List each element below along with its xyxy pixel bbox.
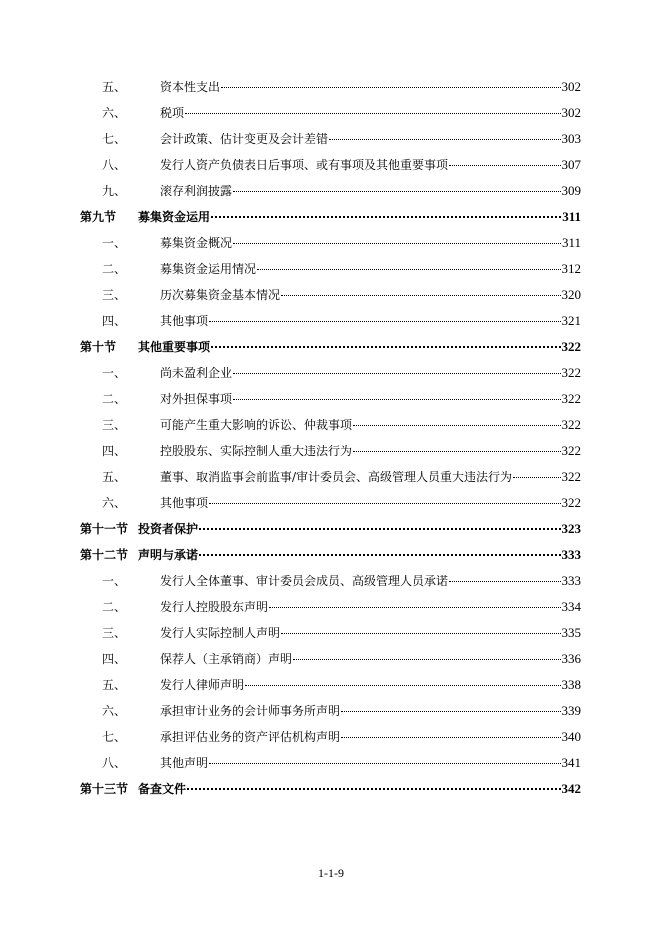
- toc-entry-title: 投资者保护: [138, 522, 199, 536]
- toc-entry-number: 一、: [102, 366, 127, 380]
- toc-item-row[interactable]: [80, 74, 581, 100]
- toc-section-row[interactable]: [80, 204, 581, 230]
- toc-dot-leader: [209, 503, 560, 504]
- toc-entry-title: 资本性支出: [160, 80, 221, 94]
- toc-item-row[interactable]: [80, 724, 581, 750]
- toc-entry-number: 六、: [102, 496, 127, 510]
- toc-item-row[interactable]: [80, 360, 581, 386]
- toc-entry-page: 302: [561, 79, 581, 94]
- toc-entry-number: 八、: [102, 158, 127, 172]
- toc-entry-title: 发行人资产负债表日后事项、或有事项及其他重要事项: [160, 158, 449, 172]
- toc-entry-page: 342: [561, 781, 581, 796]
- toc-dot-leader: [233, 399, 560, 400]
- toc-entry-number: 三、: [102, 288, 127, 302]
- toc-item-row[interactable]: [80, 698, 581, 724]
- toc-dot-leader: [281, 295, 560, 296]
- toc-entry-number: 六、: [102, 106, 127, 120]
- toc-entry-page: 336: [561, 651, 581, 666]
- toc-entry-title: 保荐人（主承销商）声明: [160, 652, 293, 666]
- toc-entry-number: 第九节: [80, 210, 117, 224]
- toc-item-row[interactable]: [80, 646, 581, 672]
- toc-section-row[interactable]: [80, 334, 581, 360]
- toc-entry-page: 322: [561, 391, 581, 406]
- toc-dot-leader: [233, 243, 561, 244]
- toc-entry-title: 其他声明: [160, 756, 209, 770]
- toc-dot-leader: [233, 373, 560, 374]
- toc-entry-page: 322: [561, 365, 581, 380]
- toc-entry-number: 四、: [102, 314, 127, 328]
- toc-item-row[interactable]: [80, 464, 581, 490]
- toc-entry-number: 第十一节: [80, 522, 129, 536]
- toc-entry-page: 322: [561, 495, 581, 510]
- toc-entry-title: 滚存利润披露: [160, 184, 233, 198]
- toc-dot-leader: [199, 554, 560, 556]
- toc-entry-page: 340: [561, 729, 581, 744]
- page-footer-number: 1-1-9: [318, 866, 344, 880]
- toc-item-row[interactable]: [80, 750, 581, 776]
- toc-entry-title: 募集资金概况: [160, 236, 233, 250]
- toc-entry-page: 302: [561, 105, 581, 120]
- toc-dot-leader: [233, 191, 560, 192]
- toc-entry-title: 尚未盈利企业: [160, 366, 233, 380]
- toc-dot-leader: [269, 607, 560, 608]
- toc-dot-leader: [209, 763, 560, 764]
- toc-entry-number: 一、: [102, 236, 127, 250]
- toc-entry-page: 322: [561, 469, 581, 484]
- toc-entry-number: 五、: [102, 678, 127, 692]
- toc-entry-title: 募集资金运用情况: [160, 262, 257, 276]
- toc-entry-title: 发行人律师声明: [160, 678, 245, 692]
- toc-entry-page: 334: [561, 599, 581, 614]
- toc-entry-title: 发行人全体董事、审计委员会成员、高级管理人员承诺: [160, 574, 449, 588]
- toc-entry-title: 承担评估业务的资产评估机构声明: [160, 730, 341, 744]
- toc-item-row[interactable]: [80, 620, 581, 646]
- toc-entry-title: 税项: [160, 106, 185, 120]
- toc-entry-page: 333: [561, 547, 581, 562]
- toc-section-row[interactable]: [80, 516, 581, 542]
- toc-dot-leader: [513, 477, 560, 478]
- toc-dot-leader: [329, 139, 560, 140]
- toc-entry-page: 320: [561, 287, 581, 302]
- toc-item-row[interactable]: [80, 230, 581, 256]
- toc-entry-number: 四、: [102, 444, 127, 458]
- toc-dot-leader: [185, 113, 560, 114]
- toc-entry-title: 可能产生重大影响的诉讼、仲裁事项: [160, 418, 353, 432]
- toc-entry-page: 312: [561, 261, 581, 276]
- toc-entry-title: 控股股东、实际控制人重大违法行为: [160, 444, 353, 458]
- toc-dot-leader: [449, 165, 560, 166]
- toc-entry-number: 五、: [102, 80, 127, 94]
- toc-entry-title: 对外担保事项: [160, 392, 233, 406]
- toc-dot-leader: [449, 581, 560, 582]
- toc-item-row[interactable]: [80, 568, 581, 594]
- toc-item-row[interactable]: [80, 386, 581, 412]
- toc-entry-title: 会计政策、估计变更及会计差错: [160, 132, 329, 146]
- toc-item-row[interactable]: [80, 152, 581, 178]
- toc-entry-number: 二、: [102, 392, 127, 406]
- toc-dot-leader: [293, 659, 560, 660]
- toc-entry-page: 311: [562, 209, 581, 224]
- toc-dot-leader: [245, 685, 560, 686]
- toc-dot-leader: [199, 528, 560, 530]
- toc-entry-page: 323: [561, 521, 581, 536]
- toc-entry-page: 307: [561, 157, 581, 172]
- toc-entry-number: 七、: [102, 132, 127, 146]
- toc-entry-page: 303: [561, 131, 581, 146]
- toc-entry-title: 董事、取消监事会前监事/审计委员会、高级管理人员重大违法行为: [160, 470, 513, 484]
- toc-dot-leader: [211, 216, 561, 218]
- toc-entry-page: 322: [561, 417, 581, 432]
- toc-entry-page: 322: [561, 443, 581, 458]
- toc-entry-number: 一、: [102, 574, 127, 588]
- toc-dot-leader: [257, 269, 560, 270]
- toc-entry-number: 第十二节: [80, 548, 129, 562]
- toc-entry-page: 338: [561, 677, 581, 692]
- toc-entry-number: 三、: [102, 418, 127, 432]
- toc-entry-number: 四、: [102, 652, 127, 666]
- toc-entry-page: 341: [561, 755, 581, 770]
- toc-item-row[interactable]: [80, 490, 581, 516]
- toc-entry-title: 募集资金运用: [138, 210, 211, 224]
- toc-dot-leader: [353, 425, 560, 426]
- toc-entry-page: 309: [561, 183, 581, 198]
- toc-item-row[interactable]: [80, 672, 581, 698]
- toc-entry-number: 九、: [102, 184, 127, 198]
- toc-item-row[interactable]: [80, 308, 581, 334]
- toc-entry-number: 二、: [102, 262, 127, 276]
- toc-item-row[interactable]: [80, 256, 581, 282]
- toc-entry-number: 三、: [102, 626, 127, 640]
- toc-dot-leader: [341, 737, 560, 738]
- toc-item-row[interactable]: [80, 126, 581, 152]
- toc-dot-leader: [211, 346, 560, 348]
- toc-entry-title: 其他事项: [160, 496, 209, 510]
- toc-item-row[interactable]: [80, 438, 581, 464]
- toc-item-row[interactable]: [80, 178, 581, 204]
- toc-entry-page: 322: [561, 339, 581, 354]
- toc-entry-page: 335: [561, 625, 581, 640]
- toc-entry-number: 七、: [102, 730, 127, 744]
- toc-entry-page: 333: [561, 573, 581, 588]
- toc-entry-title: 其他事项: [160, 314, 209, 328]
- toc-item-row[interactable]: [80, 282, 581, 308]
- toc-item-row[interactable]: [80, 100, 581, 126]
- toc-dot-leader: [353, 451, 560, 452]
- toc-entry-page: 311: [561, 235, 581, 250]
- toc-entry-title: 声明与承诺: [138, 548, 199, 562]
- toc-entry-title: 承担审计业务的会计师事务所声明: [160, 704, 341, 718]
- toc-section-row[interactable]: [80, 776, 581, 802]
- toc-dot-leader: [209, 321, 560, 322]
- toc-item-row[interactable]: [80, 412, 581, 438]
- toc-entry-number: 二、: [102, 600, 127, 614]
- toc-dot-leader: [281, 633, 560, 634]
- toc-entry-title: 备查文件: [138, 782, 187, 796]
- toc-entry-page: 339: [561, 703, 581, 718]
- toc-entry-number: 八、: [102, 756, 127, 770]
- toc-entry-number: 第十三节: [80, 782, 129, 796]
- toc-entry-title: 历次募集资金基本情况: [160, 288, 281, 302]
- toc-entry-number: 第十节: [80, 340, 117, 354]
- toc-entry-title: 发行人实际控制人声明: [160, 626, 281, 640]
- table-of-contents: [80, 74, 581, 802]
- toc-entry-title: 其他重要事项: [138, 340, 211, 354]
- toc-entry-title: 发行人控股股东声明: [160, 600, 269, 614]
- toc-entry-number: 六、: [102, 704, 127, 718]
- toc-dot-leader: [341, 711, 560, 712]
- toc-section-row[interactable]: [80, 542, 581, 568]
- toc-entry-number: 五、: [102, 470, 127, 484]
- toc-dot-leader: [187, 788, 560, 790]
- toc-item-row[interactable]: [80, 594, 581, 620]
- toc-entry-page: 321: [561, 313, 581, 328]
- toc-dot-leader: [221, 87, 560, 88]
